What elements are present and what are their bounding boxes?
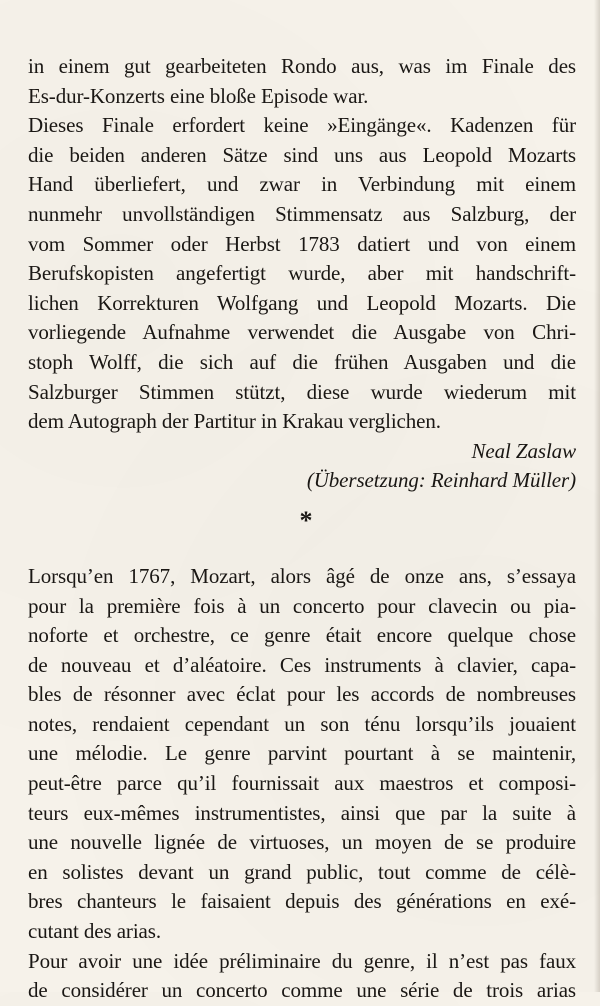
- text-line: une nouvelle lignée de virtuoses, un moyen de se produire: [28, 830, 576, 855]
- text-line: teurs eux-mêmes instrumentistes, ainsi que par la suite à: [28, 800, 576, 825]
- text-line: notes, rendaient cependant un son ténu lorsqu’ils jouaient: [28, 711, 576, 736]
- text-line: bres chanteurs le faisaient depuis des générations en exé-: [28, 889, 576, 914]
- text-line: dem Autograph der Partitur in Krakau verglichen.: [28, 409, 441, 434]
- text-line: vom Sommer oder Herbst 1783 datiert und von einem: [28, 231, 576, 256]
- text-line: de nouveau et d’aléatoire. Ces instruments à clavier, capa-: [28, 652, 576, 677]
- text-line: de considérer un concerto comme une série de trois arias: [28, 978, 576, 1003]
- french-text-block: [28, 562, 576, 1006]
- translator-credit: (Übersetzung: Reinhard Müller): [306, 468, 576, 493]
- german-text-block: [28, 52, 576, 496]
- text-line: lichen Korrekturen Wolfgang und Leopold Mozarts. Die: [28, 290, 576, 315]
- page-edge-shadow: [594, 0, 600, 992]
- text-line: peut-être parce qu’il fournissait aux maestros et composi-: [28, 771, 576, 796]
- text-line: noforte et orchestre, ce genre était encore quelque chose: [28, 623, 576, 648]
- section-separator: *: [299, 505, 313, 535]
- text-line: nunmehr unvollständigen Stimmensatz aus Salzburg, der: [28, 201, 576, 226]
- text-line: Dieses Finale erfordert keine »Eingänge«. Kadenzen für: [28, 113, 576, 138]
- text-line: Pour avoir une idée préliminaire du genre, il n’est pas faux: [28, 948, 576, 973]
- text-line: une mélodie. Le genre parvint pourtant à se maintenir,: [28, 741, 576, 766]
- text-line: Berufskopisten angefertigt wurde, aber mit handschrift-: [28, 261, 576, 286]
- text-line: Hand überliefert, und zwar in Verbindung mit einem: [28, 172, 576, 197]
- section-gap: [28, 536, 576, 562]
- text-line: bles de résonner avec éclat pour les accords de nombreuses: [28, 682, 576, 707]
- text-line: Salzburger Stimmen stützt, diese wurde wiederum mit: [28, 379, 576, 404]
- text-line: stoph Wolff, die sich auf die frühen Ausgaben und die: [28, 349, 576, 374]
- text-line: pour la première fois à un concerto pour clavecin ou pia-: [28, 593, 576, 618]
- text-line: Lorsqu’en 1767, Mozart, alors âgé de onze ans, s’essaya: [28, 563, 576, 588]
- text-line: en solistes devant un grand public, tout comme de célè-: [28, 859, 576, 884]
- text-line: cutant des arias.: [28, 919, 161, 944]
- text-line: Es-dur-Konzerts eine bloße Episode war.: [28, 83, 369, 108]
- text-line: in einem gut gearbeiteten Rondo aus, was im Finale des: [28, 54, 576, 78]
- author-signature: Neal Zaslaw: [471, 438, 576, 463]
- text-line: vorliegende Aufnahme verwendet die Ausgabe von Chri-: [28, 320, 576, 345]
- text-line: die beiden anderen Sätze sind uns aus Leopold Mozarts: [28, 142, 576, 167]
